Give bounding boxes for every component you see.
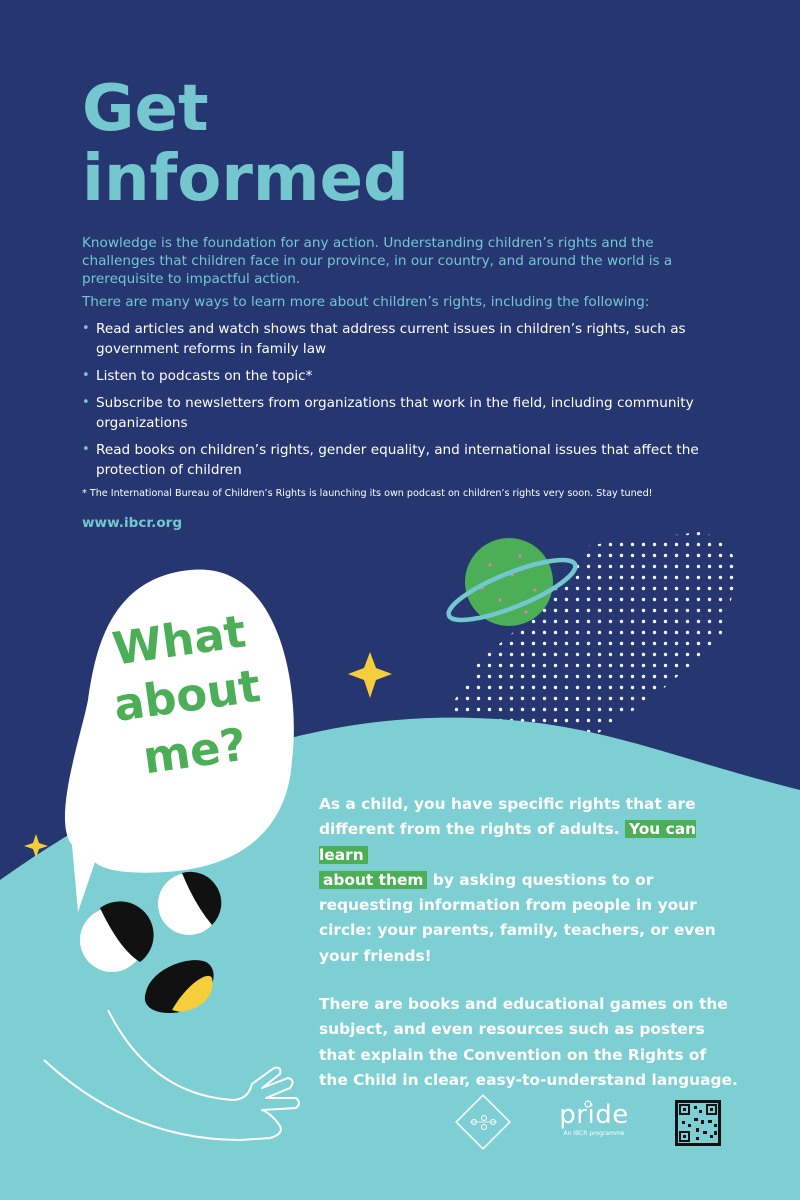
highlight-text-2: about them bbox=[319, 871, 427, 889]
bullet-dot-icon: • bbox=[82, 321, 90, 336]
website-link[interactable]: www.ibcr.org bbox=[82, 515, 183, 531]
bubble-line-2: about bbox=[110, 659, 264, 732]
info-paragraph-2: There are books and educational games on the subject, and even resources such as posters that explain the Convention on the Rights of the Child in clear, easy-to-understand language. bbox=[319, 995, 738, 1089]
bullet-dot-icon: • bbox=[82, 368, 90, 383]
list-item bbox=[82, 393, 712, 433]
intro-paragraph-1: Knowledge is the foundation for any action. Understanding children’s rights and the challenges that children face in our province, in our country, and around the world is a prerequisite to impactful action. bbox=[82, 235, 673, 287]
list-item bbox=[82, 319, 712, 359]
pride-wordmark: pride bbox=[559, 1100, 629, 1130]
list-item bbox=[82, 440, 712, 480]
list-item-text: Read articles and watch shows that address current issues in children’s rights, such as government reforms in family law bbox=[96, 321, 686, 357]
list-item-text: Subscribe to newsletters from organizations that work in the field, including community organizations bbox=[96, 395, 694, 431]
info-section bbox=[319, 792, 739, 1116]
bubble-line-3: me? bbox=[139, 717, 250, 785]
bullet-dot-icon: • bbox=[82, 442, 90, 457]
pride-logo bbox=[552, 1101, 636, 1138]
list-item-text: Listen to podcasts on the topic* bbox=[96, 368, 313, 384]
bullet-dot-icon: • bbox=[82, 395, 90, 410]
info-text-start: As a child, you have specific rights that are different from the rights of adults. bbox=[319, 795, 696, 839]
footnote: * The International Bureau of Children’s Rights is launching its own podcast on children’s rights very soon. Stay tuned! bbox=[82, 488, 653, 499]
title-line-1: Get bbox=[82, 72, 209, 146]
bubble-line-1: What bbox=[109, 604, 249, 676]
pride-subtitle: An IBCR programme bbox=[563, 1130, 625, 1137]
sparkle-star-icon bbox=[348, 652, 392, 698]
intro-section bbox=[82, 234, 712, 531]
highlight-text-1: You can learn bbox=[319, 820, 697, 864]
title-line-2: informed bbox=[82, 142, 409, 216]
info-paragraph-1 bbox=[319, 792, 739, 969]
list-item bbox=[82, 366, 712, 386]
speech-bubble-text bbox=[81, 600, 293, 793]
info-text-end: by asking questions to or requesting information from people in your circle: your parents, family, teachers, or even your friends! bbox=[319, 870, 716, 965]
list-item-text: Read books on children’s rights, gender equality, and international issues that affect the protection of children bbox=[96, 442, 699, 478]
intro-paragraph-2: There are many ways to learn more about children’s rights, including the following: bbox=[82, 294, 650, 310]
page-title bbox=[82, 74, 409, 214]
bullet-list bbox=[82, 319, 712, 480]
